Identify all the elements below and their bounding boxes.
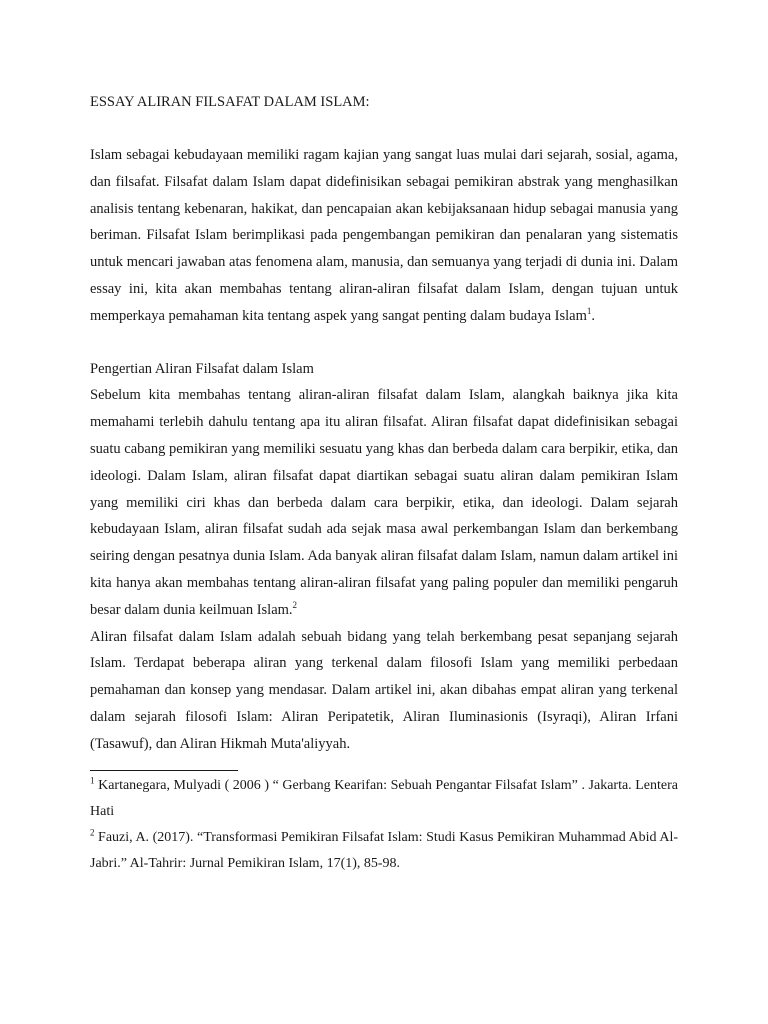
footnote-text: Fauzi, A. (2017). “Transformasi Pemikiran Filsafat Islam: Studi Kasus Pemikiran Muhammad Abid Al-Jabri.” Al-Tahrir: Jurnal Pemikiran Islam, 17(1), 85-98. bbox=[90, 829, 678, 871]
footnote-ref-1: 1 bbox=[586, 305, 592, 316]
document-title: ESSAY ALIRAN FILSAFAT DALAM ISLAM: bbox=[90, 94, 370, 110]
intro-paragraph bbox=[90, 142, 678, 330]
footnote-2 bbox=[90, 825, 678, 877]
section-heading: Pengertian Aliran Filsafat dalam Islam bbox=[90, 360, 314, 377]
spacer bbox=[90, 112, 678, 142]
footnote-1 bbox=[90, 773, 678, 825]
spacer bbox=[90, 330, 678, 356]
footnote-ref-2: 2 bbox=[292, 599, 298, 610]
footnote-divider bbox=[90, 770, 238, 771]
footnote-number: 1 bbox=[90, 774, 95, 785]
footnote-text: Kartanegara, Mulyadi ( 2006 ) “ Gerbang Kearifan: Sebuah Pengantar Filsafat Islam” . Jakarta. Lentera Hati bbox=[90, 777, 678, 819]
section-paragraph-1 bbox=[90, 382, 678, 623]
intro-text: Islam sebagai kebudayaan memiliki ragam kajian yang sangat luas mulai dari sejarah, sosial, agama, dan filsafat. Filsafat dalam Islam dapat didefinisikan sebagai pemikiran abstrak yang menghasilkan analisis tentang kebenaran, hakikat, dan pencapaian akan kebijaksanaan hidup sebagai manusia yang beriman. Filsafat Islam berimplikasi pada pengembangan pemikiran dan penalaran yang sistematis untuk mencari jawaban atas fenomena alam, manusia, dan semuanya yang terjadi di dunia ini. Dalam essay ini, kita akan membahas tentang aliran-aliran filsafat dalam Islam, dengan tujuan untuk memperkaya pemahaman kita tentang aspek yang sangat penting dalam budaya Islam bbox=[90, 147, 678, 324]
section-paragraph-2: Aliran filsafat dalam Islam adalah sebuah bidang yang telah berkembang pesat sepanjang sejarah Islam. Terdapat beberapa aliran yang terkenal dalam filosofi Islam yang memiliki perbedaan pemahaman dan konsep yang mendasar. Dalam artikel ini, akan dibahas empat aliran yang terkenal dalam sejarah filosofi Islam: Aliran Peripatetik, Aliran Iluminasionis (Isyraqi), Aliran Irfani (Tasawuf), dan Aliran Hikmah Muta'aliyyah. bbox=[90, 628, 678, 752]
footnote-number: 2 bbox=[90, 826, 95, 837]
document-page bbox=[90, 92, 678, 877]
section-paragraph-1-text: Sebelum kita membahas tentang aliran-aliran filsafat dalam Islam, alangkah baiknya jika kita memahami terlebih dahulu tentang apa itu aliran filsafat. Aliran filsafat dapat didefinisikan sebagai suatu cabang pemikiran yang memiliki sesuatu yang khas dan berbeda dalam cara berpikir, etika, dan ideologi. Dalam Islam, aliran filsafat dapat diartikan sebagai suatu aliran dalam pemikiran Islam yang memiliki ciri khas dan berbeda dalam cara berpikir, etika, dan ideologi. Dalam sejarah kebudayaan Islam, aliran filsafat sudah ada sejak masa awal perkembangan Islam dan berkembang seiring dengan pesatnya dunia Islam. Ada banyak aliran filsafat dalam Islam, namun dalam artikel ini kita hanya akan membahas tentang aliran-aliran filsafat yang paling populer dan memiliki pengaruh besar dalam dunia keilmuan Islam. bbox=[90, 387, 678, 618]
intro-end: . bbox=[591, 307, 595, 324]
